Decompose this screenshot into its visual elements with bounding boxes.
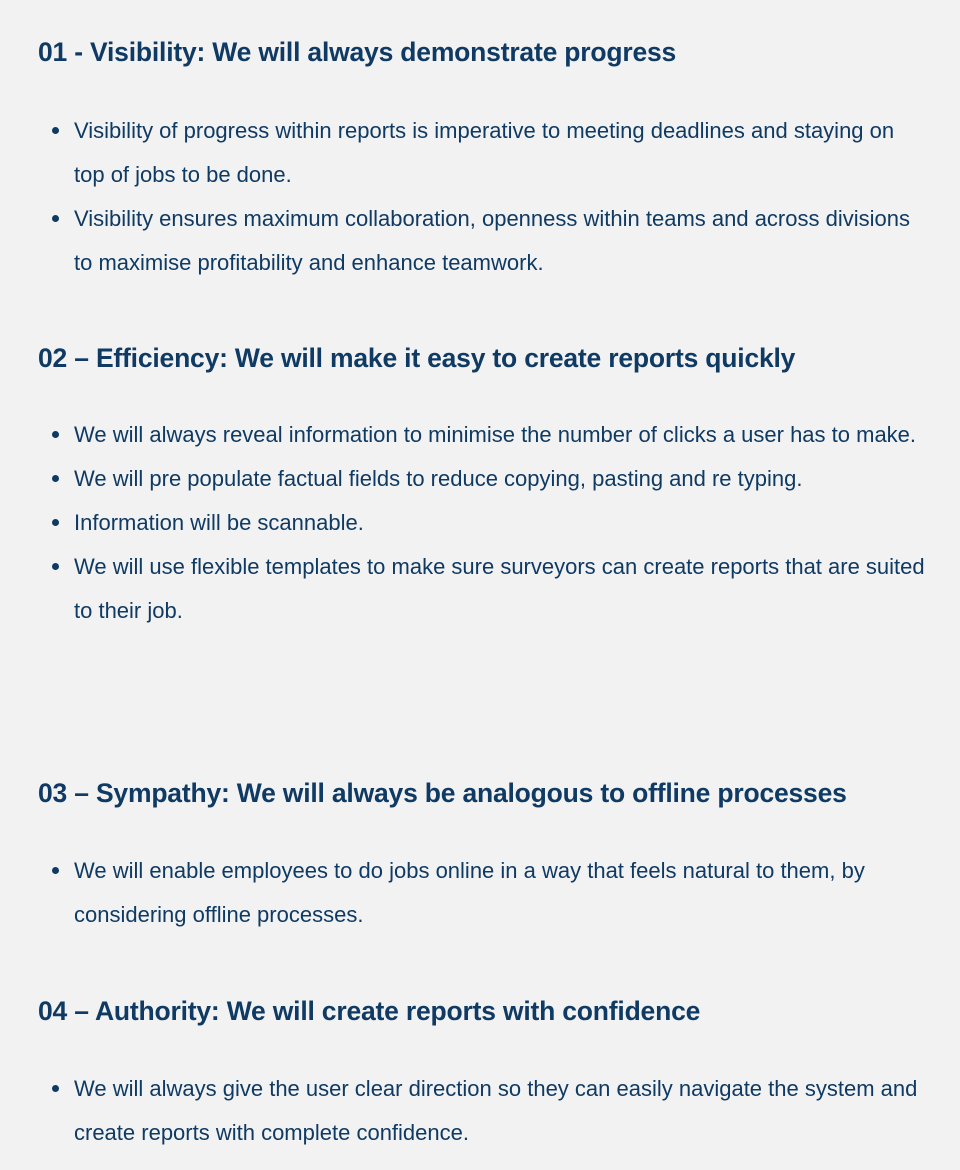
list-item-text: We will use flexible templates to make sure surveyors can create reports that are suited to their job. [74,554,925,623]
list-item-text: Visibility ensures maximum collaboration, openness within teams and across divisions to maximise profitability and enhance teamwork. [74,206,910,275]
list-item [38,501,930,545]
list-item-text: We will always reveal information to minimise the number of clicks a user has to make. [74,422,917,447]
list-item-text: We will enable employees to do jobs online in a way that feels natural to them, by considering offline processes. [74,858,865,927]
list-item [38,849,930,937]
bullet-icon [52,475,59,482]
list-item [38,197,930,285]
list-item-text: Visibility of progress within reports is imperative to meeting deadlines and staying on top of jobs to be done. [74,118,895,187]
bullet-list [38,413,930,633]
bullet-icon [52,1085,59,1092]
list-item [38,1067,930,1155]
bullet-list [38,849,930,937]
bullet-icon [52,215,59,222]
section-authority [38,993,930,1145]
list-item [38,545,930,633]
list-item-text: We will always give the user clear direction so they can easily navigate the system and create reports with complete confidence. [74,1076,918,1145]
bullet-list [38,1067,930,1155]
list-item [38,413,930,457]
bullet-list [38,109,930,285]
bullet-icon [52,867,59,874]
section-efficiency [38,340,930,623]
list-item-text: Information will be scannable. [74,510,364,535]
section-heading: 03 – Sympathy: We will always be analogous to offline processes [38,778,847,808]
section-sympathy [38,775,930,927]
section-heading: 01 - Visibility: We will always demonstrate progress [38,37,677,67]
bullet-icon [52,127,59,134]
bullet-icon [52,431,59,438]
section-heading: 02 – Efficiency: We will make it easy to create reports quickly [38,343,796,373]
list-item [38,109,930,197]
list-item [38,457,930,501]
bullet-icon [52,563,59,570]
section-visibility [38,34,930,275]
section-heading: 04 – Authority: We will create reports with confidence [38,996,701,1026]
list-item-text: We will pre populate factual fields to reduce copying, pasting and re typing. [74,466,803,491]
bullet-icon [52,519,59,526]
